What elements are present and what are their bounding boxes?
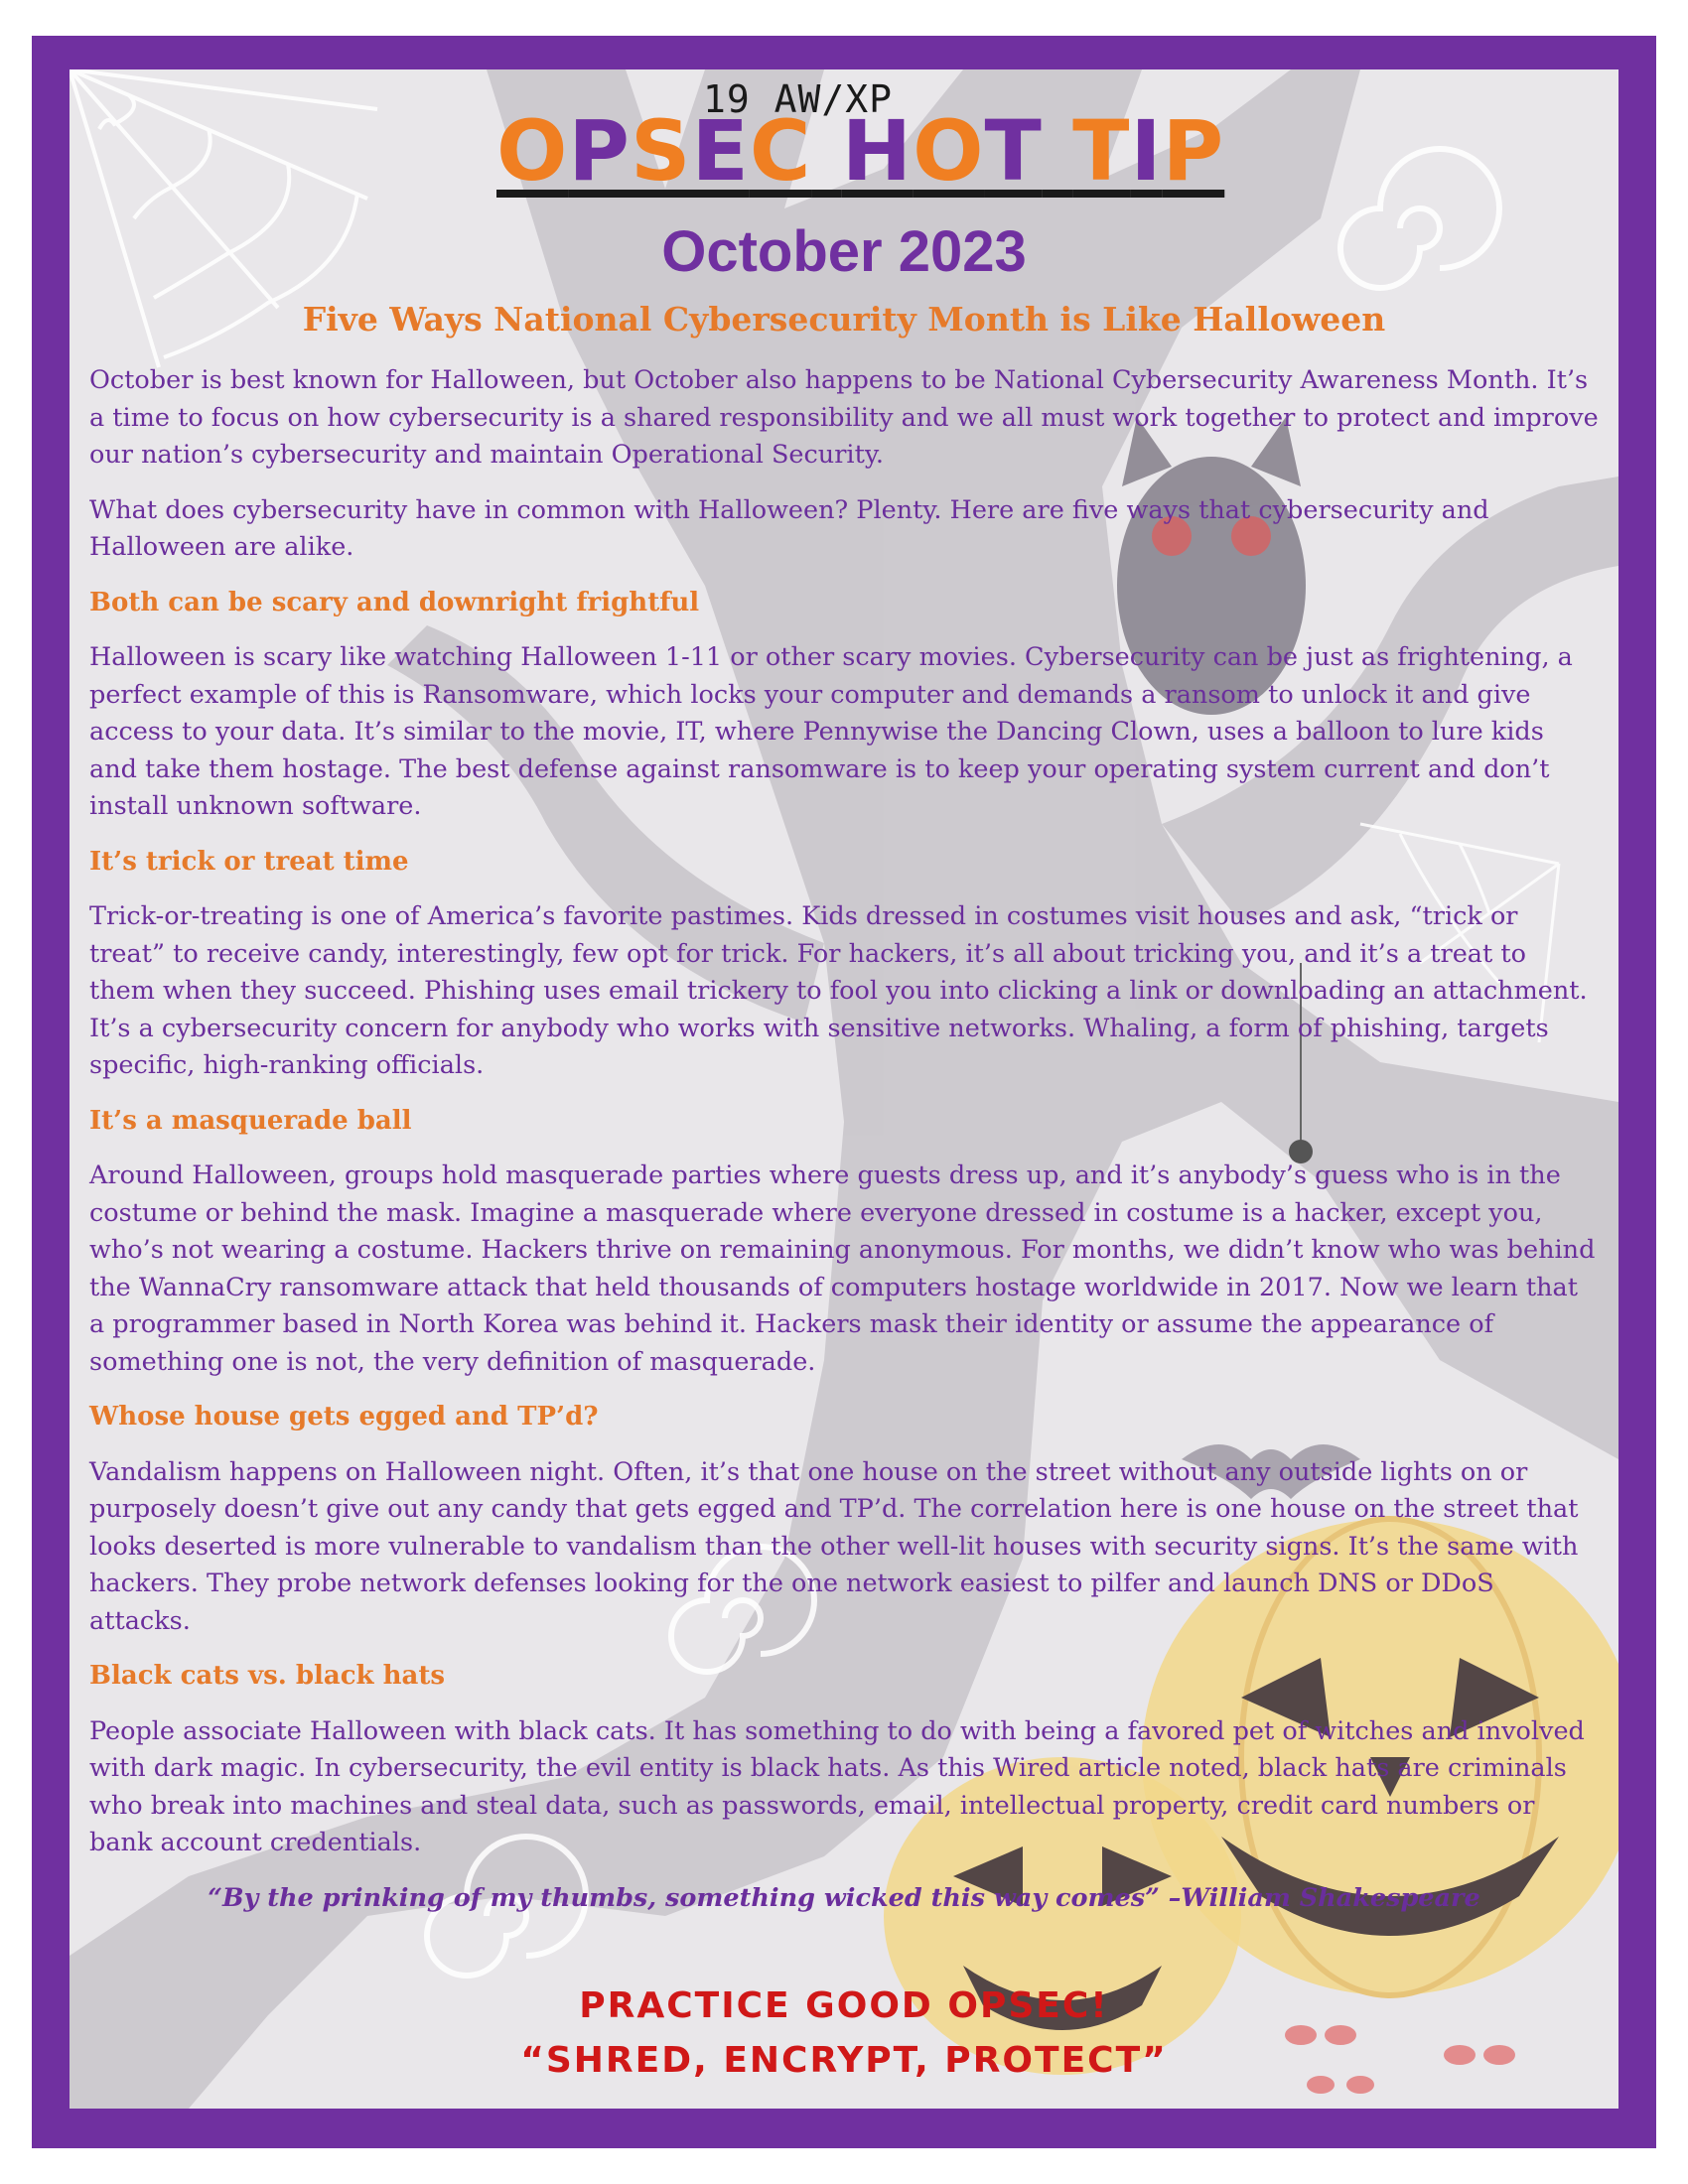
section-text-scary: Halloween is scary like watching Halloween 1-11 or other scary movies. Cybersecurity can be just as frightening, a perfect example of this is Ransomware, which locks your computer and demands a ransom to unlock it and give access to your data. It’s similar to the movie, IT, where Pennywise the Dancing Clown, uses a balloon to lure kids and take them hostage. The best defense against ransomware is to keep your operating system current and don’t install unknown software. <box>89 642 1573 821</box>
title-letter: H <box>841 102 914 200</box>
title-letter: O <box>913 102 985 200</box>
section-heading-trick-or-treat: It’s trick or treat time <box>89 846 409 877</box>
title-letter: I <box>1130 102 1163 200</box>
intro-paragraph-1: October is best known for Halloween, but October also happens to be National Cybersecurity Awareness Month. It’s a time to focus on how cybersecurity is a shared responsibility and we all must work together to protect and improve our nation’s cybersecurity and maintain Operational Security. <box>89 365 1599 470</box>
title-letter: P <box>568 102 631 200</box>
section-heading-masquerade: It’s a masquerade ball <box>89 1105 412 1136</box>
footer-slogan-line-1: PRACTICE GOOD OPSEC! <box>579 1985 1109 2026</box>
section-text-masquerade: Around Halloween, groups hold masquerade parties where guests dress up, and it’s anybody’s guess who is in the costume or behind the mask. Imagine a masquerade where everyone dressed in costume is a hacker, except you, who’s not wearing a costume. Hackers thrive on remaining anonymous. For months, we didn’t know who was behind the WannaCry ransomware attack that held thousands of computers hostage worldwide in 2017. Now we learn that a programmer based in North Korea was behind it. Hackers mask their identity or assume the appearance of something one is not, the very definition of masquerade. <box>89 1160 1596 1377</box>
title-letter: T <box>1072 102 1131 200</box>
section-heading-black-hats: Black cats vs. black hats <box>89 1661 446 1691</box>
section-heading-scary: Both can be scary and downright frightful <box>89 587 700 617</box>
title-letter: P <box>1162 102 1225 200</box>
article-body <box>89 362 1599 1935</box>
issue-month: October 2023 <box>661 219 1027 284</box>
section-text-black-hats: People associate Halloween with black cats. It has something to do with being a favored pet of witches and involved with dark magic. In cybersecurity, the evil entity is black hats. As this Wired article noted, black hats are criminals who break into machines and steal data, such as passwords, email, intellectual property, credit card numbers or bank account credentials. <box>89 1715 1585 1857</box>
footer-slogan-line-2: “SHRED, ENCRYPT, PROTECT” <box>520 2040 1168 2081</box>
title-letter: T <box>984 102 1043 200</box>
intro-paragraph-2: What does cybersecurity have in common with Halloween? Plenty. Here are five ways that cybersecurity and Halloween are alike. <box>89 494 1489 562</box>
section-text-trick-or-treat: Trick-or-treating is one of America’s favorite pastimes. Kids dressed in costumes visit houses and ask, “trick or treat” to receive candy, interestingly, few opt for trick. For hackers, it’s all about tricking you, and it’s a treat to them when they succeed. Phishing uses email trickery to fool you into clicking a link or downloading an attachment. It’s a cybersecurity concern for anybody who works with sensitive networks. Whaling, a form of phishing, targets specific, high-ranking officials. <box>89 901 1588 1080</box>
title-letter: S <box>631 102 692 200</box>
title-letter <box>1043 102 1072 200</box>
section-heading-egged: Whose house gets egged and TP’d? <box>89 1402 599 1432</box>
section-text-egged: Vandalism happens on Halloween night. Often, it’s that one house on the street without any outside lights on or purposely doesn’t give out any candy that gets egged and TP’d. The correlation here is one house on the street that looks deserted is more vulnerable to vandalism than the other well-lit houses with security signs. It’s the same with hackers. They probe network defenses looking for the one network easiest to pilfer and launch DNS or DDoS attacks. <box>89 1456 1579 1636</box>
title-letter <box>812 102 842 200</box>
department-label: 19 AW/XP <box>703 77 894 121</box>
shakespeare-quote: “By the prinking of my thumbs, something wicked this way comes” –William Shakespeare <box>208 1882 1480 1913</box>
article-headline: Five Ways National Cybersecurity Month is Like Halloween <box>302 300 1386 339</box>
flyer-panel <box>70 69 1618 2109</box>
title-letter: O <box>496 102 569 200</box>
opsec-hot-tip-title <box>496 102 1225 200</box>
title-letter: E <box>691 102 750 200</box>
title-letter: C <box>749 102 812 200</box>
